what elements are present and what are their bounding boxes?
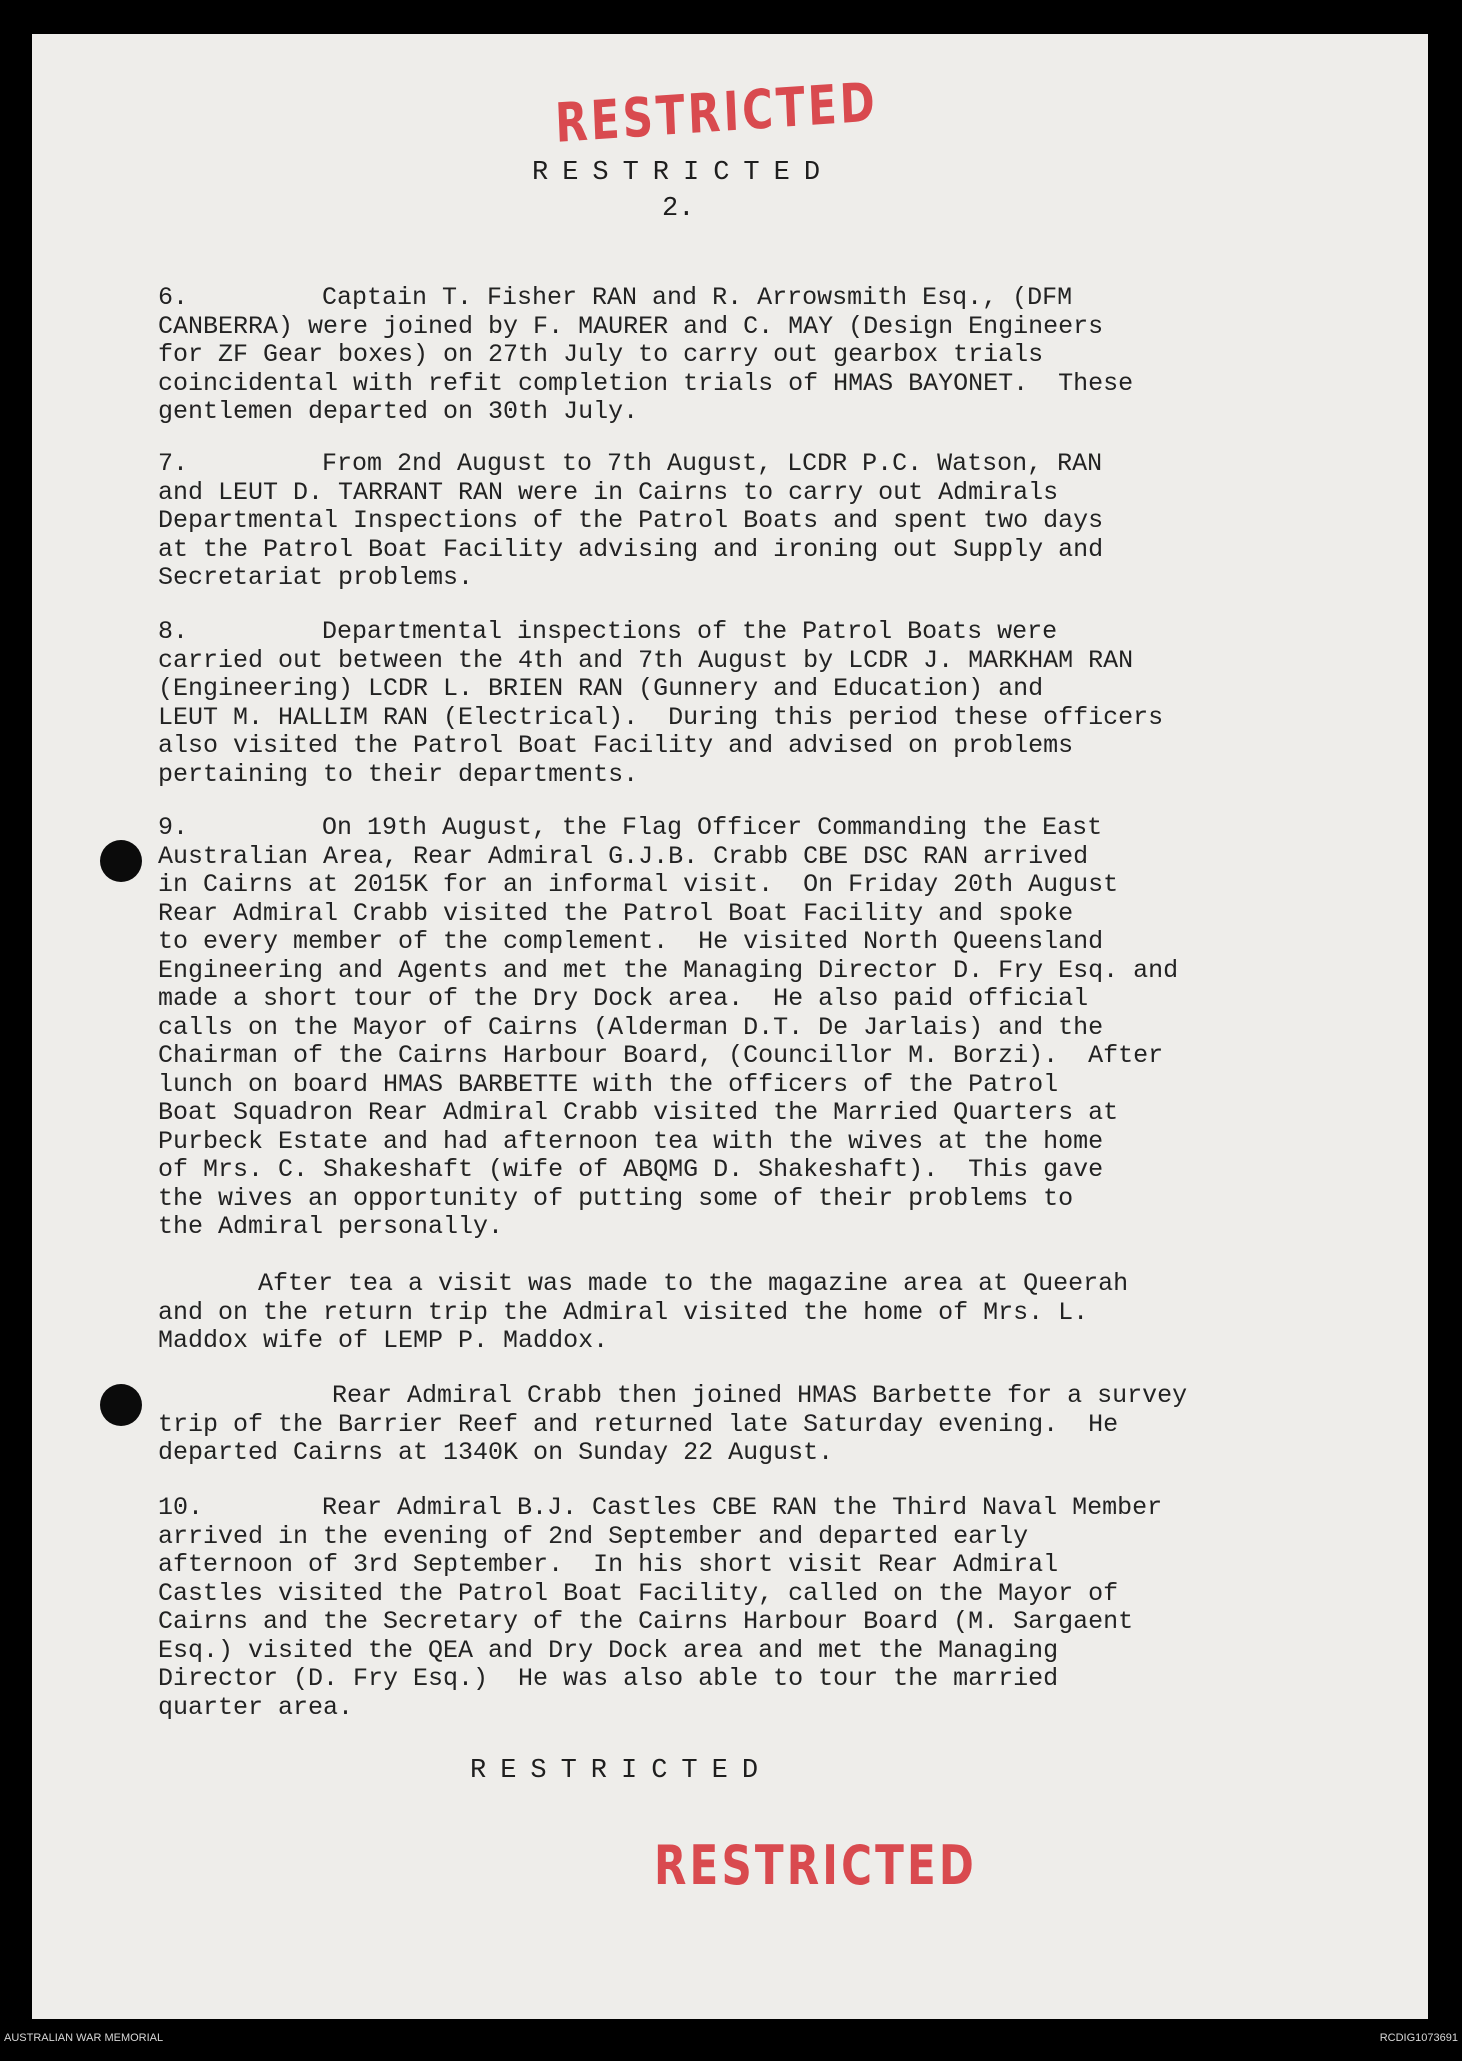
paragraph-line: LEUT M. HALLIM RAN (Electrical). During this period these officers [158, 702, 1164, 732]
paragraph-number: 8. [158, 617, 189, 646]
paragraph-line: gentlemen departed on 30th July. [158, 397, 639, 426]
paragraph-line: (Engineering) LCDR L. BRIEN RAN (Gunnery and Education) and [158, 674, 1044, 703]
paragraph-line: Chairman of the Cairns Harbour Board, (Councillor M. Borzi). After [158, 1041, 1164, 1070]
document-body [32, 34, 1428, 2019]
paragraph-line: of Mrs. C. Shakeshaft (wife of ABQMG D. Shakeshaft). This gave [158, 1155, 1104, 1184]
paragraph-line: Australian Area, Rear Admiral G.J.B. Crabb CBE DSC RAN arrived [158, 841, 1089, 871]
paragraph-line: arrived in the evening of 2nd September and departed early [158, 1521, 1029, 1551]
paragraph-line: lunch on board HMAS BARBETTE with the officers of the Patrol [158, 1069, 1059, 1099]
classification-footer: RESTRICTED [470, 1756, 773, 1786]
paragraph-line: Cairns and the Secretary of the Cairns Harbour Board (M. Sargaent [158, 1607, 1134, 1636]
paragraph-line: Secretariat problems. [158, 563, 474, 592]
classification-header: RESTRICTED [532, 158, 835, 188]
paragraph-line: also visited the Patrol Boat Facility and advised on problems [158, 731, 1074, 760]
paragraph-line: Rear Admiral Crabb then joined HMAS Barbette for a survey [332, 1381, 1188, 1410]
paragraph-line: and on the return trip the Admiral visited the home of Mrs. L. [158, 1297, 1089, 1327]
paragraph-line: Engineering and Agents and met the Managing Director D. Fry Esq. and [158, 955, 1179, 985]
restricted-stamp-top: RESTRICTED [554, 70, 880, 155]
paragraph-line: carried out between the 4th and 7th August by LCDR J. MARKHAM RAN [158, 645, 1134, 675]
paragraph-line: at the Patrol Boat Facility advising and ironing out Supply and [158, 534, 1104, 564]
paragraph-number: 7. [158, 449, 189, 478]
paragraph-number: 10. [158, 1493, 204, 1522]
paragraph-line: the wives an opportunity of putting some of their problems to [158, 1183, 1074, 1213]
paragraph-line: departed Cairns at 1340K on Sunday 22 August. [158, 1438, 834, 1467]
paragraph-line: calls on the Mayor of Cairns (Alderman D.T. De Jarlais) and the [158, 1012, 1104, 1042]
paragraph-line: pertaining to their departments. [158, 759, 639, 789]
archive-source-label: AUSTRALIAN WAR MEMORIAL [4, 2032, 164, 2044]
paragraph-line: Purbeck Estate and had afternoon tea with the wives at the home [158, 1126, 1104, 1156]
restricted-stamp-bottom: RESTRICTED [654, 1834, 977, 1897]
paragraph-line: made a short tour of the Dry Dock area. He also paid official [158, 984, 1089, 1013]
paragraph-line: Departmental Inspections of the Patrol Boats and spent two days [158, 506, 1104, 535]
paragraph-line: and LEUT D. TARRANT RAN were in Cairns to carry out Admirals [158, 477, 1059, 507]
paragraph-line: quarter area. [158, 1692, 354, 1722]
paragraph-line: Captain T. Fisher RAN and R. Arrowsmith Esq., (DFM [322, 283, 1073, 312]
paragraph-line: for ZF Gear boxes) on 27th July to carry out gearbox trials [158, 340, 1044, 369]
paragraph-line: Rear Admiral B.J. Castles CBE RAN the Third Naval Member [322, 1493, 1163, 1522]
paragraph-line: Maddox wife of LEMP P. Maddox. [158, 1326, 609, 1355]
paragraph-line: afternoon of 3rd September. In his short visit Rear Admiral [158, 1550, 1059, 1579]
paragraph-line: From 2nd August to 7th August, LCDR P.C. Watson, RAN [322, 449, 1103, 478]
paragraph-line: Departmental inspections of the Patrol Boats were [322, 617, 1058, 646]
paragraph-line: coincidental with refit completion trials of HMAS BAYONET. These [158, 368, 1134, 398]
paragraph-line: to every member of the complement. He visited North Queensland [158, 927, 1104, 956]
paragraph-line: On 19th August, the Flag Officer Commanding the East [322, 813, 1103, 842]
paragraph-line: Castles visited the Patrol Boat Facility, called on the Mayor of [158, 1578, 1119, 1608]
paragraph-line: After tea a visit was made to the magazine area at Queerah [258, 1269, 1129, 1298]
paragraph-line: the Admiral personally. [158, 1212, 504, 1241]
paragraph-line: Boat Squadron Rear Admiral Crabb visited the Married Quarters at [158, 1098, 1119, 1127]
paragraph-line: Esq.) visited the QEA and Dry Dock area and met the Managing [158, 1635, 1059, 1665]
paragraph-number: 9. [158, 813, 189, 842]
paragraph-line: trip of the Barrier Reef and returned late Saturday evening. He [158, 1409, 1119, 1439]
archive-reference-number: RCDIG1073691 [1379, 2032, 1458, 2044]
paragraph-line: CANBERRA) were joined by F. MAURER and C. MAY (Design Engineers [158, 311, 1104, 341]
paragraph-number: 6. [158, 283, 189, 312]
paragraph-line: Director (D. Fry Esq.) He was also able to tour the married [158, 1664, 1059, 1693]
paragraph-line: Rear Admiral Crabb visited the Patrol Boat Facility and spoke [158, 898, 1074, 928]
document-page [32, 34, 1428, 2019]
page-number: 2. [662, 194, 695, 224]
paragraph-line: in Cairns at 2015K for an informal visit. On Friday 20th August [158, 870, 1119, 899]
